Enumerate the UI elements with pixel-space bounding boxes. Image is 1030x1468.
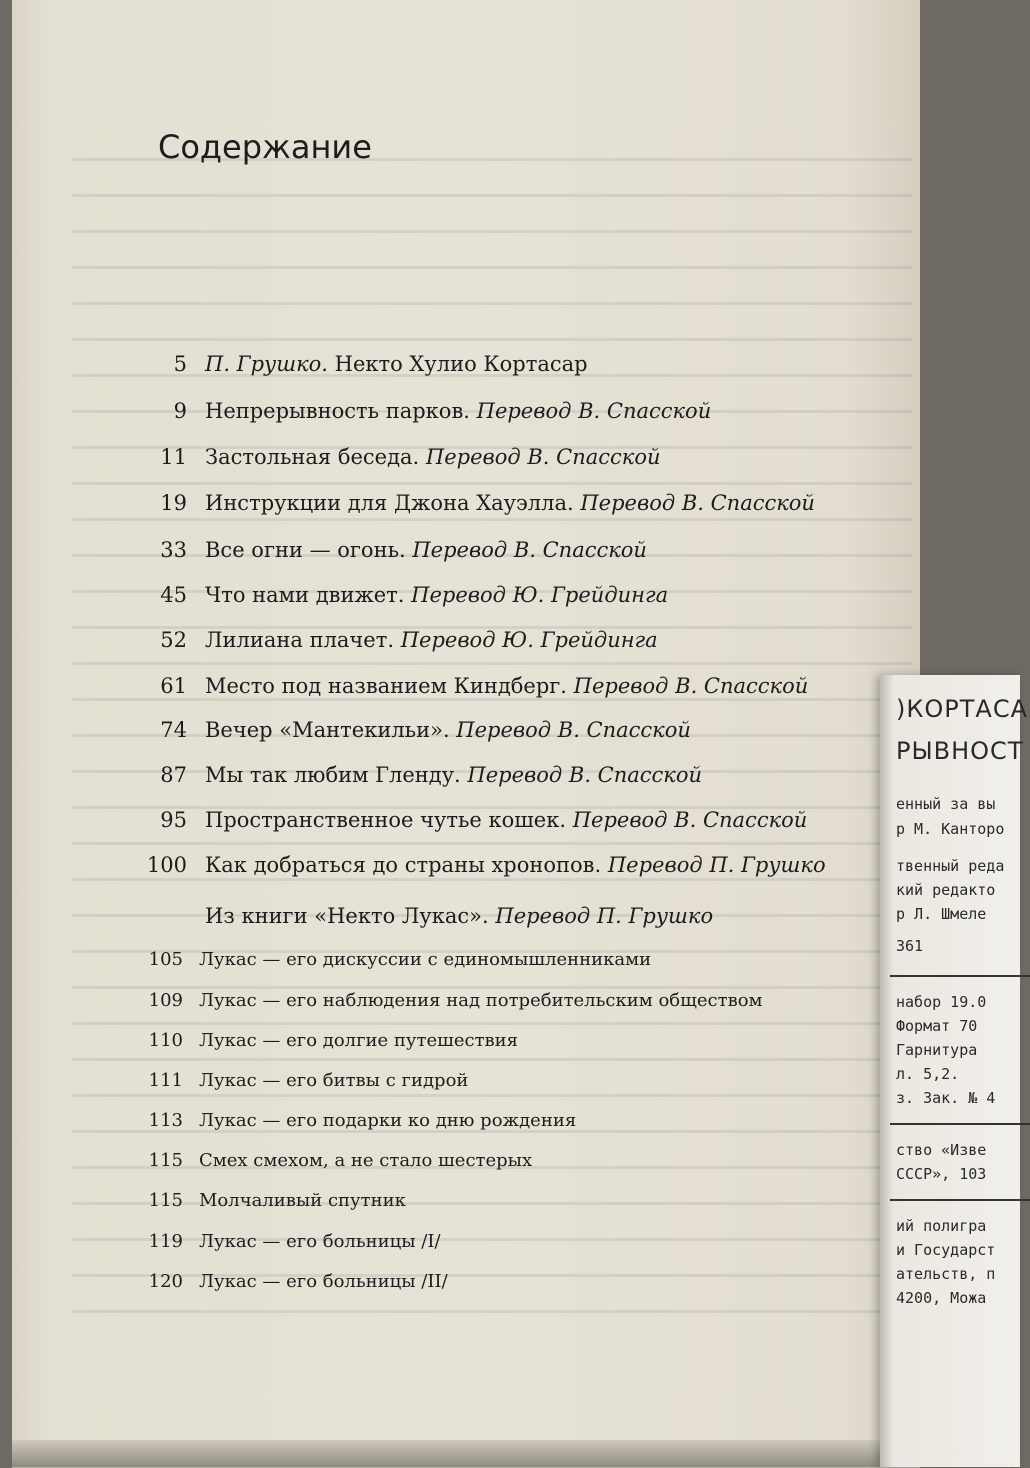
toc-section-title-text: Из книги «Некто Лукас».: [205, 904, 496, 928]
toc-entry: [0, 352, 900, 384]
toc-title-text: Мы так любим Гленду.: [205, 763, 468, 787]
imprint-rule: [890, 975, 1030, 977]
toc-translator: Перевод В. Спасской: [412, 538, 647, 562]
toc-sub-entry: [0, 1271, 900, 1303]
imprint-line: твенный реда: [896, 857, 1005, 875]
toc-title: Лукас — его больницы /I/: [199, 1231, 441, 1252]
imprint-line: з. Зак. № 4: [896, 1089, 996, 1107]
toc-page-number: 45: [160, 583, 187, 607]
toc-title: Лукас — его больницы /II/: [199, 1271, 448, 1292]
toc-title: [205, 853, 826, 877]
toc-page-number: 119: [148, 1231, 183, 1252]
toc-section-heading: [0, 904, 900, 936]
page-edge: [12, 1440, 920, 1467]
toc-entry: [0, 718, 900, 750]
toc-entry: [0, 808, 900, 840]
toc-title-text: Все огни — огонь.: [205, 538, 413, 562]
toc-entry: [0, 583, 900, 615]
toc-title: [205, 445, 661, 469]
toc-sub-entry: [0, 949, 900, 981]
toc-page-number: 115: [148, 1190, 183, 1211]
toc-title: Лукас — его наблюдения над потребительским обществом: [199, 990, 763, 1011]
imprint-line: 4200, Можа: [896, 1289, 987, 1307]
toc-title: Смех смехом, а не стало шестерых: [199, 1150, 533, 1171]
imprint-line: р М. Канторо: [896, 820, 1005, 838]
toc-translator: Перевод В. Спасской: [476, 399, 712, 423]
toc-entry: [0, 399, 900, 431]
imprint-line: набор 19.0: [896, 993, 987, 1011]
toc-entry: [0, 674, 900, 706]
toc-sub-entry: [0, 1190, 900, 1222]
imprint-title: РЫВНОСТ: [896, 737, 1024, 765]
toc-title: [205, 538, 647, 562]
toc-page-number: 5: [173, 352, 187, 376]
toc-page-number: 110: [148, 1030, 183, 1051]
toc-page-number: 100: [146, 853, 187, 877]
toc-sub-entry: [0, 1150, 900, 1182]
toc-entry: [0, 763, 900, 795]
toc-title-text: Место под названием Киндберг.: [205, 674, 574, 698]
toc-section-translator: Перевод П. Грушко: [495, 904, 714, 928]
toc-entry: [0, 445, 900, 477]
toc-title: Лукас — его подарки ко дню рождения: [199, 1110, 577, 1131]
toc-page-number: 87: [160, 763, 187, 787]
toc-title: Молчаливый спутник: [199, 1190, 406, 1211]
toc-page-number: 115: [148, 1150, 183, 1171]
toc-title: [205, 808, 807, 832]
toc-title-text: Как добраться до страны хронопов.: [205, 853, 608, 877]
imprint-line: ство «Изве: [896, 1141, 987, 1159]
toc-sub-entry: [0, 1231, 900, 1263]
toc-entry: [0, 491, 900, 523]
imprint-line: 361: [896, 937, 924, 955]
toc-author: П. Грушко.: [205, 352, 328, 376]
toc-page-number: 120: [148, 1271, 183, 1292]
imprint-line: р Л. Шмеле: [896, 905, 987, 923]
toc-page-number: 52: [160, 628, 187, 652]
toc-title-text: Лилиана плачет.: [205, 628, 401, 652]
watermark: www.ay.by: [924, 1447, 983, 1460]
imprint-line: ательств, п: [896, 1265, 996, 1283]
toc-title: Лукас — его долгие путешествия: [199, 1030, 519, 1051]
imprint-page: [880, 675, 1029, 1467]
imprint-line: л. 5,2.: [896, 1065, 960, 1083]
toc-translator: Перевод В. Спасской: [580, 491, 815, 515]
toc-title-text: Инструкции для Джона Хауэлла.: [205, 491, 581, 515]
imprint-line: Формат 70: [896, 1017, 978, 1035]
toc-title-text: Вечер «Мантекильи».: [205, 718, 457, 742]
toc-title: Лукас — его дискуссии с единомышленниками: [199, 949, 652, 970]
toc-page-number: 105: [148, 949, 183, 970]
toc-title-text: Пространственное чутье кошек.: [205, 808, 573, 832]
toc-entry: [0, 538, 900, 570]
toc-page-number: 113: [148, 1110, 183, 1131]
toc-page-number: 111: [148, 1070, 183, 1091]
toc-title-text: Застольная беседа.: [205, 445, 426, 469]
imprint-rule: [890, 1123, 1030, 1125]
toc-translator: Перевод В. Спасской: [456, 718, 691, 742]
toc-page-number: 61: [160, 674, 187, 698]
toc-title: [205, 718, 691, 742]
imprint-line: енный за вы: [896, 795, 996, 813]
toc-translator: Перевод В. Спасской: [425, 445, 661, 469]
toc-page-number: 74: [160, 718, 187, 742]
imprint-rule: [890, 1199, 1030, 1201]
toc-entry: [0, 628, 900, 660]
toc-translator: Перевод Ю. Грейдинга: [400, 628, 658, 652]
toc-title: [205, 628, 658, 652]
imprint-line: Гарнитура: [896, 1041, 978, 1059]
toc-page-number: 109: [148, 990, 183, 1011]
toc-sub-entry: [0, 1110, 900, 1142]
imprint-line: СССР», 103: [896, 1165, 987, 1183]
toc-title: [205, 763, 702, 787]
toc-translator: Перевод В. Спасской: [572, 808, 808, 832]
page-title: Содержание: [158, 128, 372, 166]
toc-translator: Перевод Ю. Грейдинга: [411, 583, 669, 607]
toc-title-text: Непрерывность парков.: [205, 399, 477, 423]
imprint-line: кий редакто: [896, 881, 996, 899]
toc-sub-entry: [0, 990, 900, 1022]
toc-translator: Перевод В. Спасской: [573, 674, 809, 698]
toc-entry: [0, 853, 900, 885]
toc-sub-entry: [0, 1070, 900, 1102]
toc-title: [205, 674, 808, 698]
imprint-line: ий полигра: [896, 1217, 987, 1235]
toc-title: [205, 352, 588, 376]
toc-title: [205, 583, 668, 607]
toc-title-text: Некто Хулио Кортасар: [327, 352, 588, 376]
toc-page-number: 33: [160, 538, 187, 562]
toc-translator: Перевод В. Спасской: [467, 763, 703, 787]
toc-page-number: 9: [173, 399, 187, 423]
toc-translator: Перевод П. Грушко: [607, 853, 826, 877]
imprint-author: )КОРТАСА: [896, 695, 1029, 723]
toc-title: Лукас — его битвы с гидрой: [199, 1070, 469, 1091]
toc-title-text: Что нами движет.: [205, 583, 412, 607]
toc-title: [205, 399, 711, 423]
toc-sub-entry: [0, 1030, 900, 1062]
toc-page-number: 11: [160, 445, 187, 469]
imprint-line: и Государст: [896, 1241, 996, 1259]
toc-section-title: [205, 904, 713, 928]
toc-page-number: 95: [160, 808, 187, 832]
toc-title: [205, 491, 815, 515]
toc-page-number: 19: [160, 491, 187, 515]
